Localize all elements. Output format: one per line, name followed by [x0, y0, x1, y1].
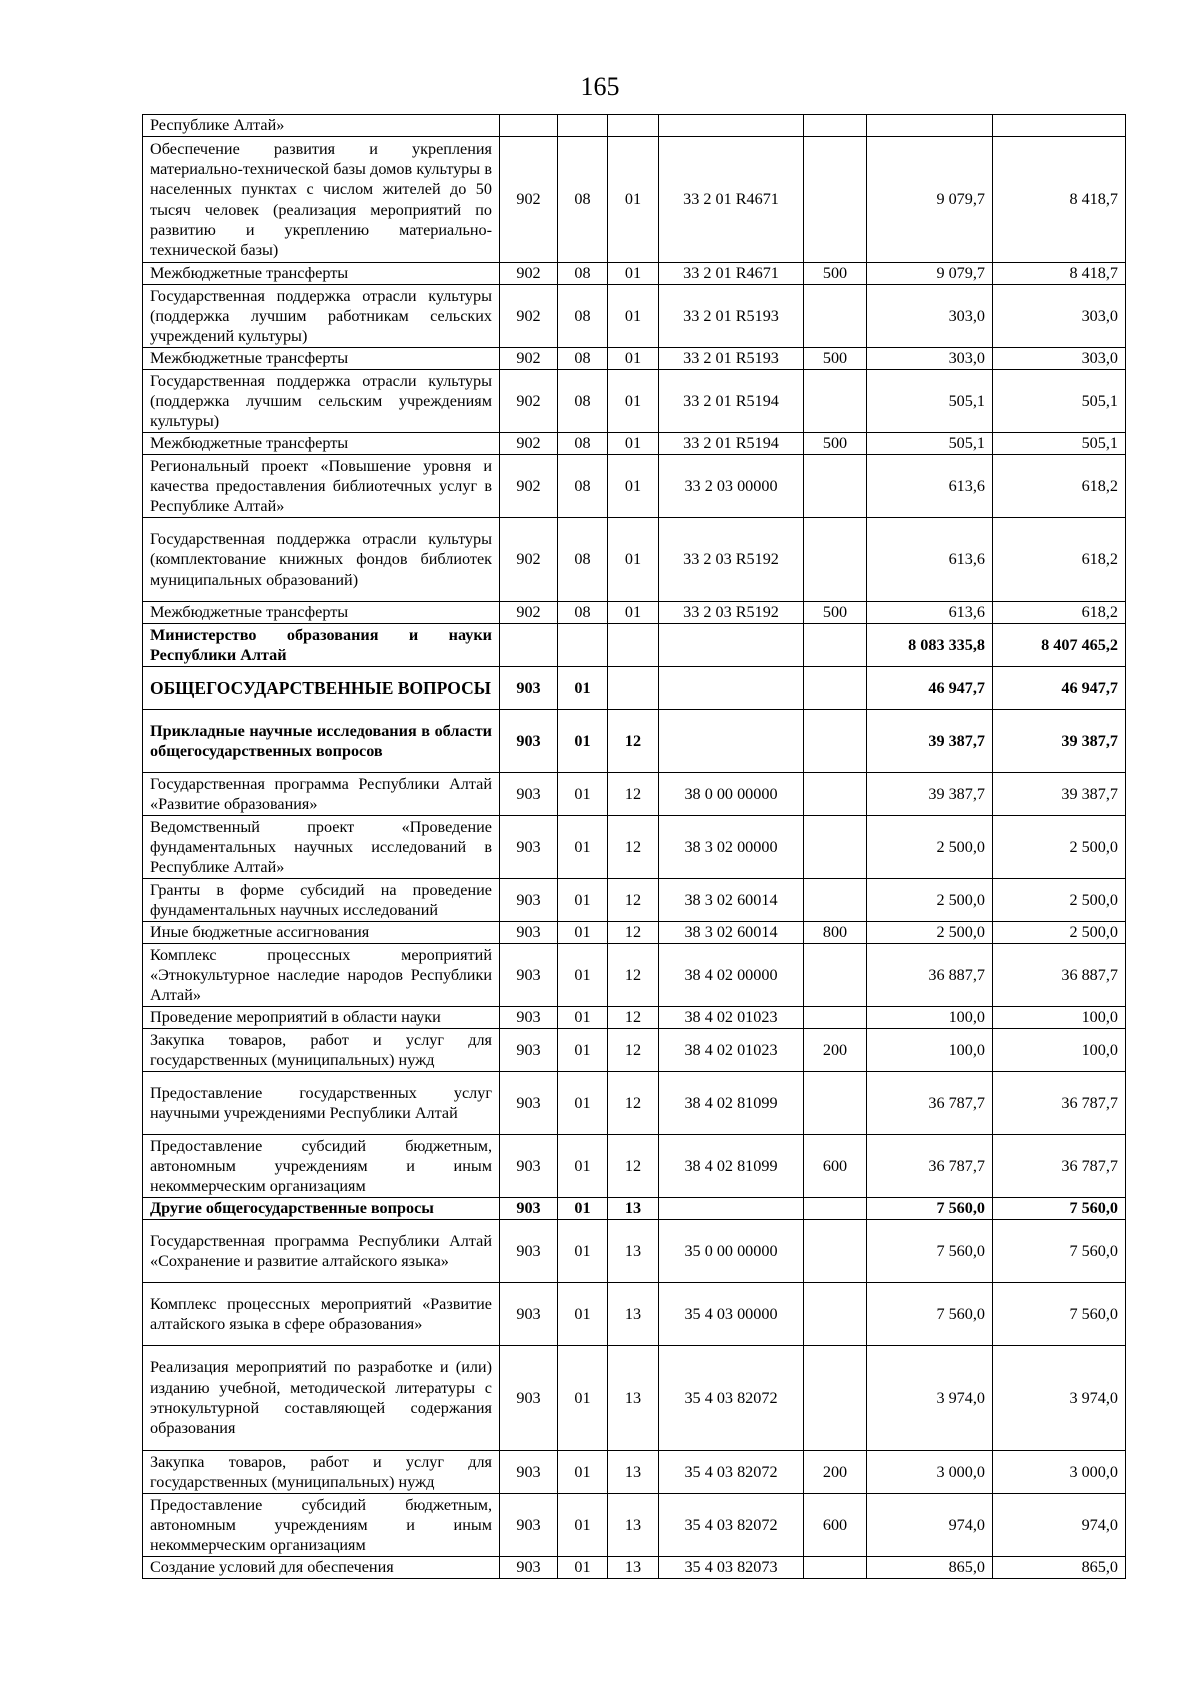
subsection-code: 12: [608, 879, 659, 922]
subsection-code: 01: [608, 263, 659, 285]
subsection-code: 01: [608, 137, 659, 263]
amount-year-1: 7 560,0: [867, 1220, 993, 1283]
row-name: Предоставление субсидий бюджетным, автономным учреждениям и иным некоммерческим организациям: [143, 1494, 500, 1557]
amount-year-1: 46 947,7: [867, 667, 993, 710]
target-article-code: 35 4 03 00000: [659, 1283, 804, 1346]
ministry-code: 903: [500, 773, 558, 816]
amount-year-2: 865,0: [993, 1557, 1126, 1579]
subsection-code: 13: [608, 1220, 659, 1283]
subsection-code: 12: [608, 1007, 659, 1029]
subsection-code: 12: [608, 816, 659, 879]
row-name: Предоставление субсидий бюджетным, автономным учреждениям и иным некоммерческим организациям: [143, 1135, 500, 1198]
expense-type-code: [804, 518, 867, 602]
ministry-code: 903: [500, 667, 558, 710]
amount-year-1: 303,0: [867, 285, 993, 348]
section-code: 01: [558, 1283, 608, 1346]
expense-type-code: 500: [804, 263, 867, 285]
amount-year-2: 100,0: [993, 1007, 1126, 1029]
table-row: [143, 285, 1126, 348]
amount-year-2: 46 947,7: [993, 667, 1126, 710]
section-code: 01: [558, 1557, 608, 1579]
ministry-code: 903: [500, 1007, 558, 1029]
amount-year-2: 39 387,7: [993, 710, 1126, 773]
section-code: 01: [558, 667, 608, 710]
row-name: Государственная поддержка отрасли культуры (поддержка лучшим сельским учреждениям культуры): [143, 370, 500, 433]
row-name: ОБЩЕГОСУДАРСТВЕННЫЕ ВОПРОСЫ: [143, 667, 500, 710]
target-article-code: 33 2 01 R5194: [659, 370, 804, 433]
amount-year-1: 303,0: [867, 348, 993, 370]
amount-year-2: 8 418,7: [993, 137, 1126, 263]
expense-type-code: [804, 1198, 867, 1220]
expense-type-code: [804, 773, 867, 816]
ministry-code: 903: [500, 1346, 558, 1451]
subsection-code: 12: [608, 922, 659, 944]
ministry-code: 902: [500, 602, 558, 624]
row-name: Министерство образования и науки Республики Алтай: [143, 624, 500, 667]
row-name: Государственная поддержка отрасли культуры (поддержка лучшим работникам сельских учреждений культуры): [143, 285, 500, 348]
expense-type-code: 500: [804, 602, 867, 624]
expense-type-code: [804, 285, 867, 348]
ministry-code: 903: [500, 922, 558, 944]
section-code: 01: [558, 773, 608, 816]
row-name: Комплекс процессных мероприятий «Развитие алтайского языка в сфере образования»: [143, 1283, 500, 1346]
section-code: 01: [558, 710, 608, 773]
section-code: 08: [558, 602, 608, 624]
table-row: [143, 1557, 1126, 1579]
table-row: [143, 1346, 1126, 1451]
amount-year-2: 8 418,7: [993, 263, 1126, 285]
subsection-code: 12: [608, 1029, 659, 1072]
expense-type-code: [804, 816, 867, 879]
target-article-code: 33 2 01 R4671: [659, 137, 804, 263]
amount-year-2: 2 500,0: [993, 879, 1126, 922]
target-article-code: [659, 1198, 804, 1220]
row-name: Обеспечение развития и укрепления материально-технической базы домов культуры в населенных пунктах с числом жителей до 50 тысяч человек (реализация мероприятий по развитию и укреплению материально-технической базы): [143, 137, 500, 263]
expense-type-code: 200: [804, 1451, 867, 1494]
target-article-code: 33 2 01 R5194: [659, 433, 804, 455]
expense-type-code: [804, 370, 867, 433]
subsection-code: 12: [608, 1072, 659, 1135]
section-code: 01: [558, 1494, 608, 1557]
amount-year-2: 36 787,7: [993, 1135, 1126, 1198]
section-code: 08: [558, 370, 608, 433]
row-name: Межбюджетные трансферты: [143, 602, 500, 624]
table-row: [143, 1220, 1126, 1283]
table-row: [143, 137, 1126, 263]
section-code: 08: [558, 455, 608, 518]
amount-year-1: 36 787,7: [867, 1135, 993, 1198]
expense-type-code: 200: [804, 1029, 867, 1072]
table-row: [143, 710, 1126, 773]
ministry-code: 902: [500, 455, 558, 518]
subsection-code: 13: [608, 1198, 659, 1220]
target-article-code: 35 0 00 00000: [659, 1220, 804, 1283]
section-code: 01: [558, 816, 608, 879]
subsection-code: 01: [608, 433, 659, 455]
ministry-code: 903: [500, 1220, 558, 1283]
section-code: 01: [558, 1451, 608, 1494]
expense-type-code: [804, 1283, 867, 1346]
table-row: [143, 1494, 1126, 1557]
subsection-code: 12: [608, 773, 659, 816]
expense-type-code: [804, 624, 867, 667]
table-body: [143, 115, 1126, 1579]
section-code: 01: [558, 1007, 608, 1029]
row-name: Создание условий для обеспечения: [143, 1557, 500, 1579]
table-row: [143, 433, 1126, 455]
amount-year-1: 3 974,0: [867, 1346, 993, 1451]
row-name: Межбюджетные трансферты: [143, 263, 500, 285]
amount-year-1: 39 387,7: [867, 710, 993, 773]
amount-year-2: 618,2: [993, 518, 1126, 602]
ministry-code: 903: [500, 1451, 558, 1494]
subsection-code: 13: [608, 1346, 659, 1451]
target-article-code: 35 4 03 82073: [659, 1557, 804, 1579]
subsection-code: 13: [608, 1557, 659, 1579]
expense-type-code: [804, 1346, 867, 1451]
ministry-code: 903: [500, 1072, 558, 1135]
target-article-code: 35 4 03 82072: [659, 1346, 804, 1451]
ministry-code: 903: [500, 1029, 558, 1072]
expense-type-code: [804, 879, 867, 922]
expense-type-code: [804, 710, 867, 773]
table-row: [143, 667, 1126, 710]
amount-year-2: 618,2: [993, 455, 1126, 518]
amount-year-2: 36 787,7: [993, 1072, 1126, 1135]
amount-year-2: [993, 115, 1126, 137]
page-number: 165: [580, 72, 620, 101]
ministry-code: 902: [500, 518, 558, 602]
table-row: [143, 455, 1126, 518]
expense-type-code: [804, 667, 867, 710]
row-name: Государственная поддержка отрасли культуры (комплектование книжных фондов библиотек муниципальных образований): [143, 518, 500, 602]
target-article-code: 35 4 03 82072: [659, 1451, 804, 1494]
amount-year-1: 2 500,0: [867, 879, 993, 922]
expense-type-code: [804, 137, 867, 263]
subsection-code: 01: [608, 370, 659, 433]
row-name: Ведомственный проект «Проведение фундаментальных научных исследований в Республике Алтай»: [143, 816, 500, 879]
amount-year-1: 100,0: [867, 1007, 993, 1029]
subsection-code: 12: [608, 944, 659, 1007]
table-row: [143, 1029, 1126, 1072]
ministry-code: 903: [500, 879, 558, 922]
row-name: Государственная программа Республики Алтай «Развитие образования»: [143, 773, 500, 816]
expense-type-code: [804, 944, 867, 1007]
row-name: Гранты в форме субсидий на проведение фундаментальных научных исследований: [143, 879, 500, 922]
section-code: 08: [558, 137, 608, 263]
subsection-code: 13: [608, 1283, 659, 1346]
table-row: [143, 370, 1126, 433]
section-code: 08: [558, 348, 608, 370]
ministry-code: [500, 624, 558, 667]
table-row: [143, 1198, 1126, 1220]
ministry-code: 903: [500, 1135, 558, 1198]
target-article-code: 38 0 00 00000: [659, 773, 804, 816]
amount-year-1: 613,6: [867, 455, 993, 518]
subsection-code: [608, 115, 659, 137]
table-row: [143, 1135, 1126, 1198]
expense-type-code: [804, 115, 867, 137]
target-article-code: 33 2 03 R5192: [659, 518, 804, 602]
amount-year-1: 8 083 335,8: [867, 624, 993, 667]
amount-year-2: 7 560,0: [993, 1283, 1126, 1346]
amount-year-2: 618,2: [993, 602, 1126, 624]
amount-year-2: 303,0: [993, 348, 1126, 370]
row-name: Прикладные научные исследования в области общегосударственных вопросов: [143, 710, 500, 773]
target-article-code: 35 4 03 82072: [659, 1494, 804, 1557]
ministry-code: 903: [500, 1283, 558, 1346]
amount-year-2: 3 000,0: [993, 1451, 1126, 1494]
table-row: [143, 1007, 1126, 1029]
target-article-code: 33 2 03 00000: [659, 455, 804, 518]
ministry-code: 903: [500, 710, 558, 773]
section-code: [558, 624, 608, 667]
amount-year-2: 7 560,0: [993, 1220, 1126, 1283]
row-name: Другие общегосударственные вопросы: [143, 1198, 500, 1220]
amount-year-1: 2 500,0: [867, 816, 993, 879]
amount-year-1: 7 560,0: [867, 1198, 993, 1220]
amount-year-2: 2 500,0: [993, 816, 1126, 879]
amount-year-1: 9 079,7: [867, 137, 993, 263]
expense-type-code: 500: [804, 433, 867, 455]
target-article-code: 38 3 02 60014: [659, 879, 804, 922]
amount-year-1: 7 560,0: [867, 1283, 993, 1346]
section-code: 01: [558, 1135, 608, 1198]
expense-type-code: [804, 1220, 867, 1283]
amount-year-1: 36 787,7: [867, 1072, 993, 1135]
target-article-code: [659, 667, 804, 710]
amount-year-2: 974,0: [993, 1494, 1126, 1557]
row-name: Межбюджетные трансферты: [143, 348, 500, 370]
section-code: 08: [558, 433, 608, 455]
table-row: [143, 263, 1126, 285]
expense-type-code: [804, 455, 867, 518]
target-article-code: 33 2 03 R5192: [659, 602, 804, 624]
amount-year-1: 39 387,7: [867, 773, 993, 816]
amount-year-1: 100,0: [867, 1029, 993, 1072]
table-row: [143, 944, 1126, 1007]
section-code: 01: [558, 1198, 608, 1220]
table-row: [143, 348, 1126, 370]
amount-year-2: 100,0: [993, 1029, 1126, 1072]
section-code: 01: [558, 1220, 608, 1283]
subsection-code: 01: [608, 455, 659, 518]
amount-year-2: 505,1: [993, 433, 1126, 455]
target-article-code: 33 2 01 R5193: [659, 285, 804, 348]
ministry-code: 903: [500, 944, 558, 1007]
target-article-code: 38 4 02 81099: [659, 1072, 804, 1135]
row-name: Закупка товаров, работ и услуг для государственных (муниципальных) нужд: [143, 1029, 500, 1072]
amount-year-2: 2 500,0: [993, 922, 1126, 944]
expense-type-code: 600: [804, 1494, 867, 1557]
section-code: 08: [558, 518, 608, 602]
subsection-code: 12: [608, 1135, 659, 1198]
expense-type-code: [804, 1007, 867, 1029]
table-row: [143, 773, 1126, 816]
ministry-code: 903: [500, 1198, 558, 1220]
target-article-code: 38 4 02 00000: [659, 944, 804, 1007]
target-article-code: [659, 115, 804, 137]
subsection-code: 01: [608, 348, 659, 370]
section-code: 01: [558, 944, 608, 1007]
section-code: 01: [558, 1072, 608, 1135]
budget-table: [142, 114, 1126, 1579]
amount-year-1: 613,6: [867, 602, 993, 624]
section-code: 01: [558, 1346, 608, 1451]
ministry-code: 903: [500, 1494, 558, 1557]
row-name: Предоставление государственных услуг научными учреждениями Республики Алтай: [143, 1072, 500, 1135]
subsection-code: 01: [608, 602, 659, 624]
expense-type-code: [804, 1072, 867, 1135]
section-code: [558, 115, 608, 137]
section-code: 08: [558, 285, 608, 348]
row-name: Государственная программа Республики Алтай «Сохранение и развитие алтайского языка»: [143, 1220, 500, 1283]
amount-year-2: 505,1: [993, 370, 1126, 433]
subsection-code: [608, 667, 659, 710]
ministry-code: 902: [500, 285, 558, 348]
amount-year-2: 39 387,7: [993, 773, 1126, 816]
row-name: Иные бюджетные ассигнования: [143, 922, 500, 944]
amount-year-1: 974,0: [867, 1494, 993, 1557]
row-name: Закупка товаров, работ и услуг для государственных (муниципальных) нужд: [143, 1451, 500, 1494]
ministry-code: 903: [500, 1557, 558, 1579]
table-row: [143, 1451, 1126, 1494]
target-article-code: 38 3 02 00000: [659, 816, 804, 879]
subsection-code: 13: [608, 1494, 659, 1557]
row-name: Реализация мероприятий по разработке и (или) изданию учебной, методической литературы с этнокультурной составляющей содержания образования: [143, 1346, 500, 1451]
expense-type-code: 800: [804, 922, 867, 944]
amount-year-1: 36 887,7: [867, 944, 993, 1007]
section-code: 01: [558, 879, 608, 922]
subsection-code: 12: [608, 710, 659, 773]
target-article-code: 38 4 02 01023: [659, 1007, 804, 1029]
section-code: 01: [558, 922, 608, 944]
ministry-code: [500, 115, 558, 137]
table-row: [143, 115, 1126, 137]
target-article-code: [659, 710, 804, 773]
row-name: Республике Алтай»: [143, 115, 500, 137]
ministry-code: 902: [500, 263, 558, 285]
amount-year-1: 505,1: [867, 370, 993, 433]
amount-year-1: 3 000,0: [867, 1451, 993, 1494]
amount-year-2: 36 887,7: [993, 944, 1126, 1007]
table-row: [143, 879, 1126, 922]
amount-year-1: 865,0: [867, 1557, 993, 1579]
amount-year-2: 3 974,0: [993, 1346, 1126, 1451]
table-row: [143, 1072, 1126, 1135]
table-row: [143, 922, 1126, 944]
ministry-code: 903: [500, 816, 558, 879]
expense-type-code: 500: [804, 348, 867, 370]
subsection-code: [608, 624, 659, 667]
expense-type-code: 600: [804, 1135, 867, 1198]
table-row: [143, 518, 1126, 602]
table-row: [143, 1283, 1126, 1346]
subsection-code: 01: [608, 518, 659, 602]
section-code: 08: [558, 263, 608, 285]
target-article-code: [659, 624, 804, 667]
ministry-code: 902: [500, 370, 558, 433]
row-name: Региональный проект «Повышение уровня и качества предоставления библиотечных услуг в Республике Алтай»: [143, 455, 500, 518]
amount-year-1: 2 500,0: [867, 922, 993, 944]
expense-type-code: [804, 1557, 867, 1579]
table-row: [143, 602, 1126, 624]
amount-year-1: 613,6: [867, 518, 993, 602]
row-name: Межбюджетные трансферты: [143, 433, 500, 455]
target-article-code: 38 4 02 01023: [659, 1029, 804, 1072]
amount-year-1: 505,1: [867, 433, 993, 455]
ministry-code: 902: [500, 348, 558, 370]
amount-year-1: [867, 115, 993, 137]
ministry-code: 902: [500, 137, 558, 263]
amount-year-1: 9 079,7: [867, 263, 993, 285]
row-name: Комплекс процессных мероприятий «Этнокультурное наследие народов Республики Алтай»: [143, 944, 500, 1007]
section-code: 01: [558, 1029, 608, 1072]
target-article-code: 33 2 01 R5193: [659, 348, 804, 370]
target-article-code: 38 3 02 60014: [659, 922, 804, 944]
ministry-code: 902: [500, 433, 558, 455]
amount-year-2: 8 407 465,2: [993, 624, 1126, 667]
amount-year-2: 7 560,0: [993, 1198, 1126, 1220]
subsection-code: 13: [608, 1451, 659, 1494]
target-article-code: 38 4 02 81099: [659, 1135, 804, 1198]
subsection-code: 01: [608, 285, 659, 348]
table-row: [143, 816, 1126, 879]
table-row: [143, 624, 1126, 667]
amount-year-2: 303,0: [993, 285, 1126, 348]
target-article-code: 33 2 01 R4671: [659, 263, 804, 285]
row-name: Проведение мероприятий в области науки: [143, 1007, 500, 1029]
